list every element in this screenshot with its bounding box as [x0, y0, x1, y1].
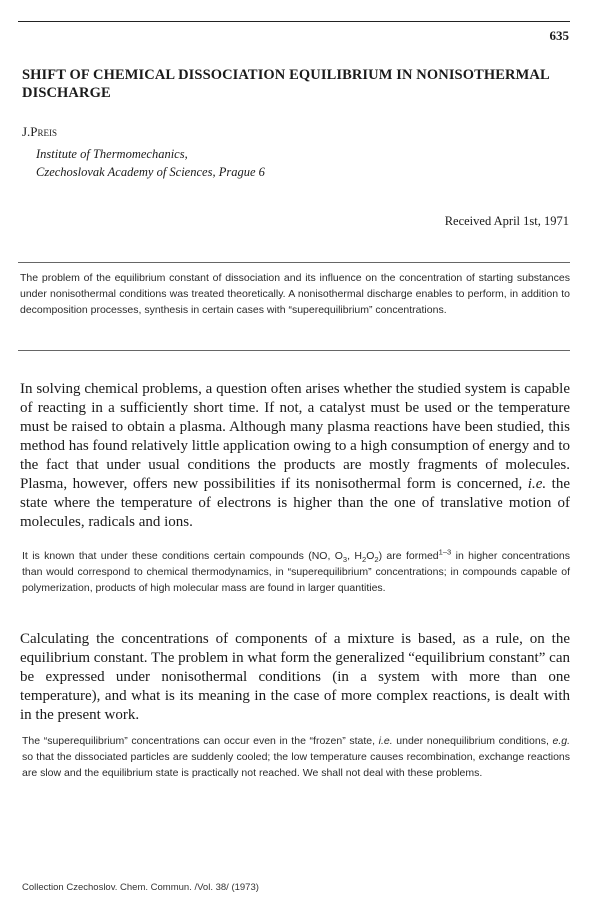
- small-1-text-c: O: [366, 550, 375, 562]
- abstract-top-rule: [18, 262, 570, 263]
- author-name: J.Preis: [22, 124, 58, 139]
- affiliation-line-2: Czechoslovak Academy of Sciences, Prague 6: [36, 165, 265, 179]
- small-2-eg: e.g.: [552, 735, 571, 747]
- affiliation-line-1: Institute of Thermomechanics,: [36, 147, 188, 161]
- small-1-text-a: It is known that under these conditions certain compounds (NO, O: [22, 550, 343, 562]
- small-1-sub-a: 3: [342, 555, 348, 565]
- small-1-text-d: ) are formed: [378, 550, 439, 562]
- body-paragraph-1: [20, 380, 570, 532]
- reference-superscript: 1–3: [438, 547, 452, 557]
- paragraph-1-text-b: the state where the temperature of electrons is higher than the one of translative motion of molecules, radicals and ions.: [20, 476, 570, 530]
- small-2-text-c: so that the dissociated particles are suddenly cooled; the low temperature causes recombination, exchange reactions are slow and the equilibrium state is practically not reached. We shall not deal with these problems.: [22, 751, 570, 779]
- page-number: 635: [549, 28, 569, 43]
- small-2-text-a: The “superequilibrium” concentrations can occur even in the “frozen” state,: [22, 735, 379, 747]
- abstract: The problem of the equilibrium constant of dissociation and its influence on the concentration of starting substances under nonisothermal conditions was treated theoretically. A nonisothermal discharge enables to perform, in addition to decomposition processes, synthesis in certain cases with “superequilibrium” concentrations.: [20, 272, 570, 316]
- header-rule: [18, 21, 570, 22]
- small-1-text-b: , H: [347, 550, 362, 562]
- journal-citation-footer: Collection Czechoslov. Chem. Commun. /Vol. 38/ (1973): [22, 882, 259, 893]
- article-title: SHIFT OF CHEMICAL DISSOCIATION EQUILIBRIUM IN NONISOTHERMAL DISCHARGE: [22, 67, 549, 101]
- received-date: Received April 1st, 1971: [444, 214, 569, 228]
- small-1-sub-b: 2: [361, 555, 367, 565]
- abstract-bottom-rule: [18, 350, 570, 351]
- small-1-sub-c: 2: [374, 555, 379, 565]
- small-paragraph-2: [22, 733, 570, 781]
- small-1-text-e: in higher concentrations than would correspond to chemical thermodynamics, in “superequilibrium” concentrations; in compounds capable of polymerization, products of high molecular mass are found in larger quantities.: [22, 550, 571, 594]
- small-2-ie: i.e.: [378, 735, 393, 747]
- paragraph-1-text-a: In solving chemical problems, a question often arises whether the studied system is capable of reacting in a sufficiently short time. If not, a catalyst must be used or the temperature must be raised to obtain a plasma. Although many plasma reactions have been studied, this method has found relatively little application owing to a high consumption of energy and to the fact that under usual conditions the products are mostly fragments of molecules. Plasma, however, offers new possibilities if its nonisothermal form is concerned,: [20, 381, 570, 492]
- paragraph-1-ie: i.e.: [527, 476, 547, 492]
- small-paragraph-1: [22, 548, 570, 596]
- small-2-text-b: under nonequilibrium conditions,: [392, 735, 553, 747]
- author-affiliation: [36, 145, 265, 181]
- body-paragraph-2: Calculating the concentrations of components of a mixture is based, as a rule, on the equilibrium constant. The problem in what form the generalized “equilibrium constant” can be expressed under nonisothermal conditions (in a system with more than one temperature), and what is its meaning in the case of more complex reactions, is dealt with in the present work.: [20, 631, 570, 723]
